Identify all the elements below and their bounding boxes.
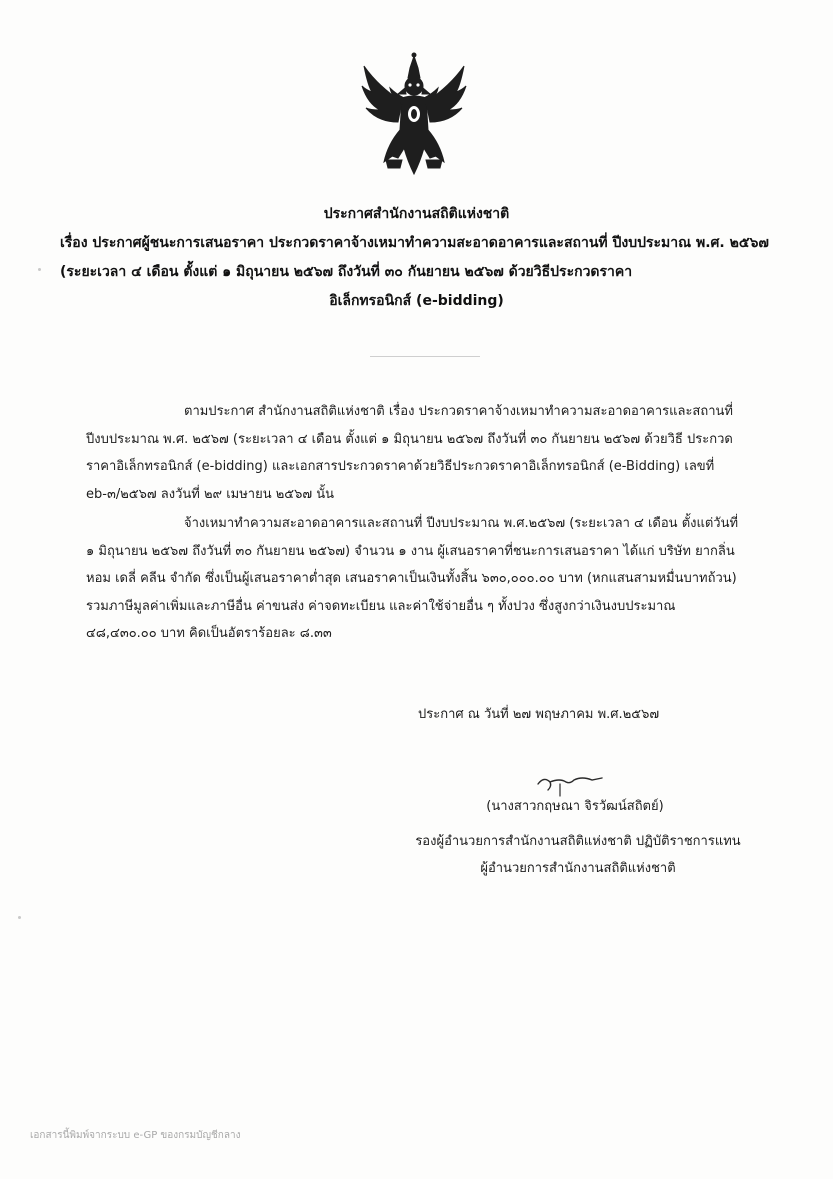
handwritten-signature — [530, 770, 620, 798]
document-header — [60, 200, 773, 316]
announcement-date: ประกาศ ณ วันที่ ๒๗ พฤษภาคม พ.ศ.๒๕๖๗ — [418, 707, 660, 722]
signatory-position — [388, 828, 768, 882]
body-paragraph-1: ตามประกาศ สำนักงานสถิติแห่งชาติ เรื่อง ประกวดราคาจ้างเหมาทำความสะอาดอาคารและสถานที่ ปีงบประมาณ พ.ศ. ๒๕๖๗ (ระยะเวลา ๔ เดือน ตั้งแต่ ๑ มิถุนายน ๒๕๖๗ ถึงวันที่ ๓๐ กันยายน ๒๕๖๗ ด้วยวิธี ประกวดราคาอิเล็กทรอนิกส์ (e-bidding) และเอกสารประกวดราคาด้วยวิธีประกวดราคาอิเล็กทรอนิกส์ (e-Bidding) เลขที่ eb-๓/๒๕๖๗ ลงวันที่ ๒๙ เมษายน ๒๕๖๗ นั้น — [86, 404, 733, 502]
subject-line: เรื่อง ประกาศผู้ชนะการเสนอราคา ประกวดราคาจ้างเหมาทำความสะอาดอาคารและสถานที่ ปีงบประมาณ พ.ศ. ๒๕๖๗ (ระยะเวลา ๔ เดือน ตั้งแต่ ๑ มิถุนายน ๒๕๖๗ ถึงวันที่ ๓๐ กันยายน ๒๕๖๗ ด้วยวิธีประกวดราคา — [60, 235, 769, 280]
signatory-position-line-1: รองผู้อำนวยการสำนักงานสถิติแห่งชาติ ปฏิบัติราชการแทน — [415, 834, 741, 849]
scan-speck — [18, 916, 21, 919]
body-paragraph-2: จ้างเหมาทำความสะอาดอาคารและสถานที่ ปีงบประมาณ พ.ศ.๒๕๖๗ (ระยะเวลา ๔ เดือน ตั้งแต่วันที่ ๑ มิถุนายน ๒๕๖๗ ถึงวันที่ ๓๐ กันยายน ๒๕๖๗) จำนวน ๑ งาน ผู้เสนอราคาที่ชนะการเสนอราคา ได้แก่ บริษัท ยากลิ่นหอม เดลี่ คลีน จำกัด ซึ่งเป็นผู้เสนอราคาต่ำสุด เสนอราคาเป็นเงินทั้งสิ้น ๖๓๐,๐๐๐.๐๐ บาท (หกแสนสามหมื่นบาทถ้วน) รวมภาษีมูลค่าเพิ่มและภาษีอื่น ค่าขนส่ง ค่าจดทะเบียน และค่าใช้จ่ายอื่น ๆ ทั้งปวง ซึ่งสูงกว่าเงินงบประมาณ ๔๘,๔๓๐.๐๐ บาท คิดเป็นอัตราร้อยละ ๘.๓๓ — [86, 516, 739, 641]
document-body — [86, 398, 746, 650]
signatory-name: (นางสาวกฤษณา จิรวัฒน์สถิตย์) — [486, 799, 664, 814]
egp-source-note: เอกสารนี้พิมพ์จากระบบ e-GP ของกรมบัญชีกลาง — [30, 1130, 241, 1141]
agency-title: ประกาศสำนักงานสถิติแห่งชาติ — [323, 206, 510, 222]
scan-speck — [38, 268, 41, 271]
garuda-emblem-icon — [358, 52, 470, 180]
subject-line-end: อิเล็กทรอนิกส์ (e-bidding) — [329, 293, 504, 309]
signatory-position-line-2: ผู้อำนวยการสำนักงานสถิติแห่งชาติ — [480, 861, 676, 876]
header-divider — [370, 356, 480, 357]
